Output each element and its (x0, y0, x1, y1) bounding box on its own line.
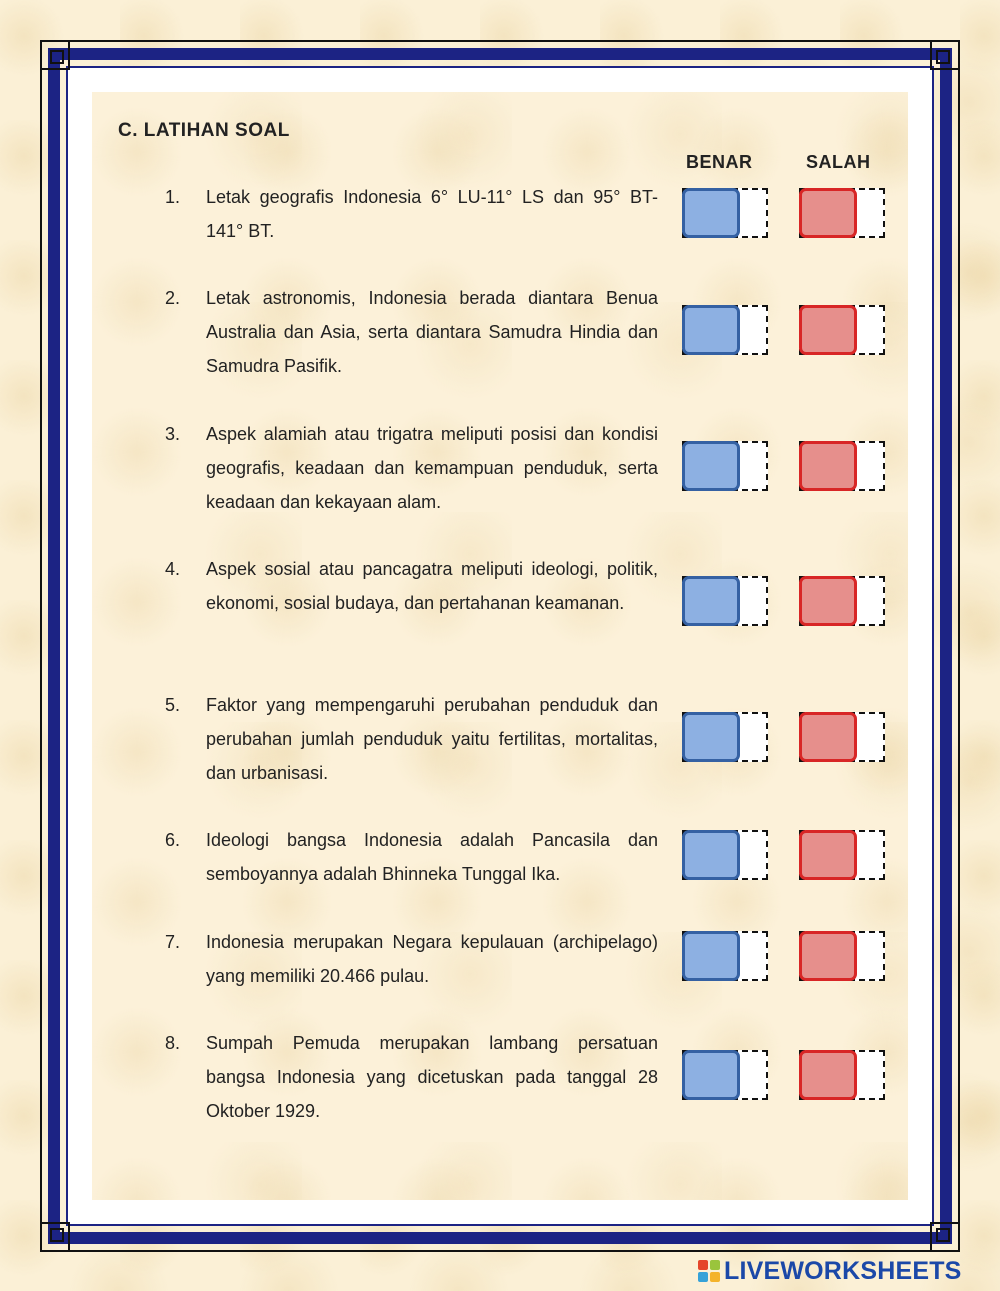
question-number: 4. (165, 559, 181, 579)
question-number: 1. (165, 187, 181, 207)
salah-toggle[interactable] (799, 931, 857, 981)
question-number: 3. (165, 424, 181, 444)
salah-toggle[interactable] (799, 305, 857, 355)
answer-box-salah[interactable] (799, 931, 885, 981)
answer-box-benar[interactable] (682, 1050, 768, 1100)
corner-ornament (40, 1222, 70, 1252)
answer-box-salah[interactable] (799, 830, 885, 880)
column-header-benar: BENAR (686, 152, 753, 172)
liveworksheets-brand[interactable] (697, 1258, 962, 1284)
question-text: Ideologi bangsa Indonesia adalah Pancasila dan semboyannya adalah Bhinneka Tunggal Ika. (206, 830, 658, 884)
salah-toggle[interactable] (799, 1050, 857, 1100)
question-text: Letak geografis Indonesia 6° LU-11° LS dan 95° BT-141° BT. (206, 187, 658, 241)
benar-toggle[interactable] (682, 830, 740, 880)
answer-box-salah[interactable] (799, 712, 885, 762)
question-text: Sumpah Pemuda merupakan lambang persatuan bangsa Indonesia yang dicetuskan pada tanggal 28 Oktober 1929. (206, 1033, 658, 1121)
question-text: Indonesia merupakan Negara kepulauan (archipelago) yang memiliki 20.466 pulau. (206, 932, 658, 986)
section-title: C. LATIHAN SOAL (118, 120, 290, 141)
salah-toggle[interactable] (799, 188, 857, 238)
question-text: Aspek alamiah atau trigatra meliputi posisi dan kondisi geografis, keadaan dan kemampuan penduduk, serta keadaan dan kekayaan alam. (206, 424, 658, 512)
question-text: Aspek sosial atau pancagatra meliputi ideologi, politik, ekonomi, sosial budaya, dan pertahanan keamanan. (206, 559, 658, 613)
salah-toggle[interactable] (799, 830, 857, 880)
answer-box-benar[interactable] (682, 576, 768, 626)
salah-toggle[interactable] (799, 441, 857, 491)
question-number: 7. (165, 932, 181, 952)
brand-name: LIVEWORKSHEETS (724, 1256, 962, 1285)
benar-toggle[interactable] (682, 576, 740, 626)
answer-box-salah[interactable] (799, 1050, 885, 1100)
column-header-salah: SALAH (806, 152, 871, 172)
answer-box-benar[interactable] (682, 830, 768, 880)
answer-box-benar[interactable] (682, 305, 768, 355)
benar-toggle[interactable] (682, 441, 740, 491)
salah-toggle[interactable] (799, 712, 857, 762)
benar-toggle[interactable] (682, 931, 740, 981)
question-text: Letak astronomis, Indonesia berada diantara Benua Australia dan Asia, serta diantara Samudra Hindia dan Samudra Pasifik. (206, 288, 658, 376)
answer-box-salah[interactable] (799, 441, 885, 491)
answer-box-benar[interactable] (682, 712, 768, 762)
benar-toggle[interactable] (682, 305, 740, 355)
answer-box-benar[interactable] (682, 441, 768, 491)
answer-box-salah[interactable] (799, 305, 885, 355)
question-number: 5. (165, 695, 181, 715)
corner-ornament (930, 40, 960, 70)
question-text: Faktor yang mempengaruhi perubahan penduduk dan perubahan jumlah penduduk yaitu fertilitas, mortalitas, dan urbanisasi. (206, 695, 658, 783)
corner-ornament (40, 40, 70, 70)
benar-toggle[interactable] (682, 188, 740, 238)
answer-box-benar[interactable] (682, 931, 768, 981)
salah-toggle[interactable] (799, 576, 857, 626)
answer-box-salah[interactable] (799, 188, 885, 238)
question-number: 6. (165, 830, 181, 850)
answer-box-benar[interactable] (682, 188, 768, 238)
corner-ornament (930, 1222, 960, 1252)
question-number: 2. (165, 288, 181, 308)
benar-toggle[interactable] (682, 712, 740, 762)
benar-toggle[interactable] (682, 1050, 740, 1100)
answer-box-salah[interactable] (799, 576, 885, 626)
question-number: 8. (165, 1033, 181, 1053)
liveworksheets-logo-icon (697, 1259, 721, 1283)
